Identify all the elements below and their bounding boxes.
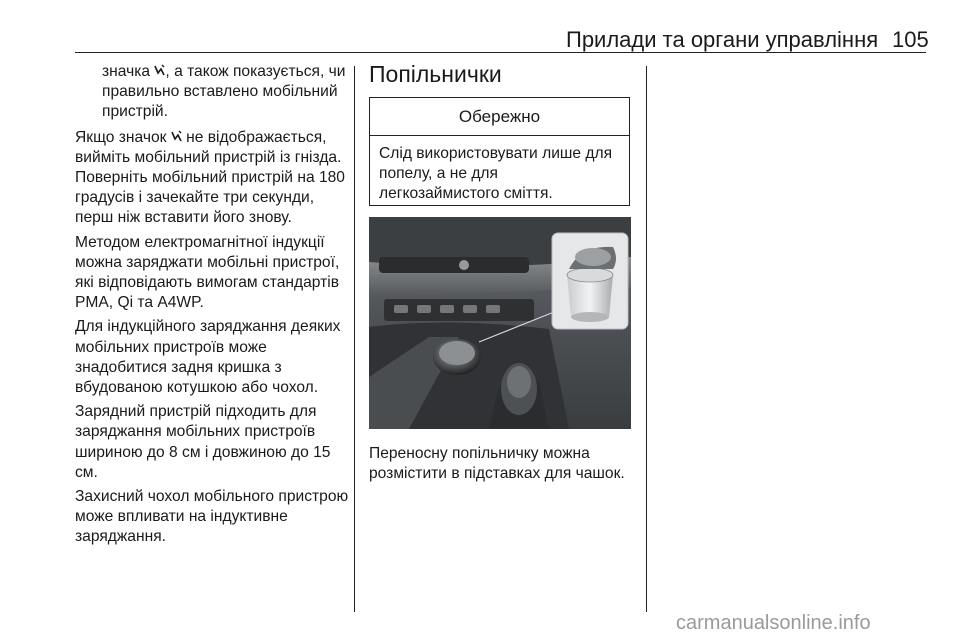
photo-caption: Переносну попільничку можна розмістити в підставках для чашок. [369, 445, 625, 483]
left-column [75, 61, 351, 552]
header-divider [75, 52, 926, 53]
paragraph-back-cover: Для індукційного заряджання деяких мобільних пристроїв може знадобитися задня кришка з вбудованою котушкою або чохол. [75, 318, 341, 397]
paragraph-text: , а також показується, чи правильно вставлено мобільний пристрій. [102, 63, 346, 121]
caution-text: Слід використовувати лише для попелу, а не для легкозаймистого сміття. [379, 145, 613, 203]
section-title: Попільнички [369, 61, 502, 87]
caution-heading: Обережно [370, 98, 629, 136]
paragraph-induction: Методом електромагнітної індукції можна заряджати мобільні пристрої, які відповідають вимогам стандартів PMA, Qi та A4WP. [75, 233, 340, 312]
paragraph-text: значка [102, 63, 151, 80]
phone-charge-icon [154, 61, 165, 81]
paragraph-protective-case: Захисний чохол мобільного пристрою може впливати на індуктивне заряджання. [75, 488, 349, 546]
column-divider [354, 66, 355, 612]
ashtray-photo [369, 217, 631, 429]
caution-box [369, 97, 630, 206]
page-header-title: Прилади та органи управління [566, 27, 879, 52]
paragraph-continuation [75, 61, 351, 123]
paragraph-text: не відображається, вийміть мобільний пристрій із гнізда. Поверніть мобільний пристрій на 180 градусів і зачекайте три секунди, перш ніж вставити його знову. [75, 128, 345, 227]
paragraph-device-size: Зарядний пристрій підходить для заряджання мобільних пристроїв шириною до 8 см і довжиною до 15 см. [75, 403, 331, 481]
paragraph-text: Якщо значок [75, 128, 167, 146]
column-divider [646, 66, 647, 612]
watermark: carmanualsonline.info [676, 612, 871, 634]
phone-charge-icon [171, 127, 182, 147]
paragraph-icon-missing [75, 127, 351, 229]
page-number: 105 [892, 27, 929, 52]
